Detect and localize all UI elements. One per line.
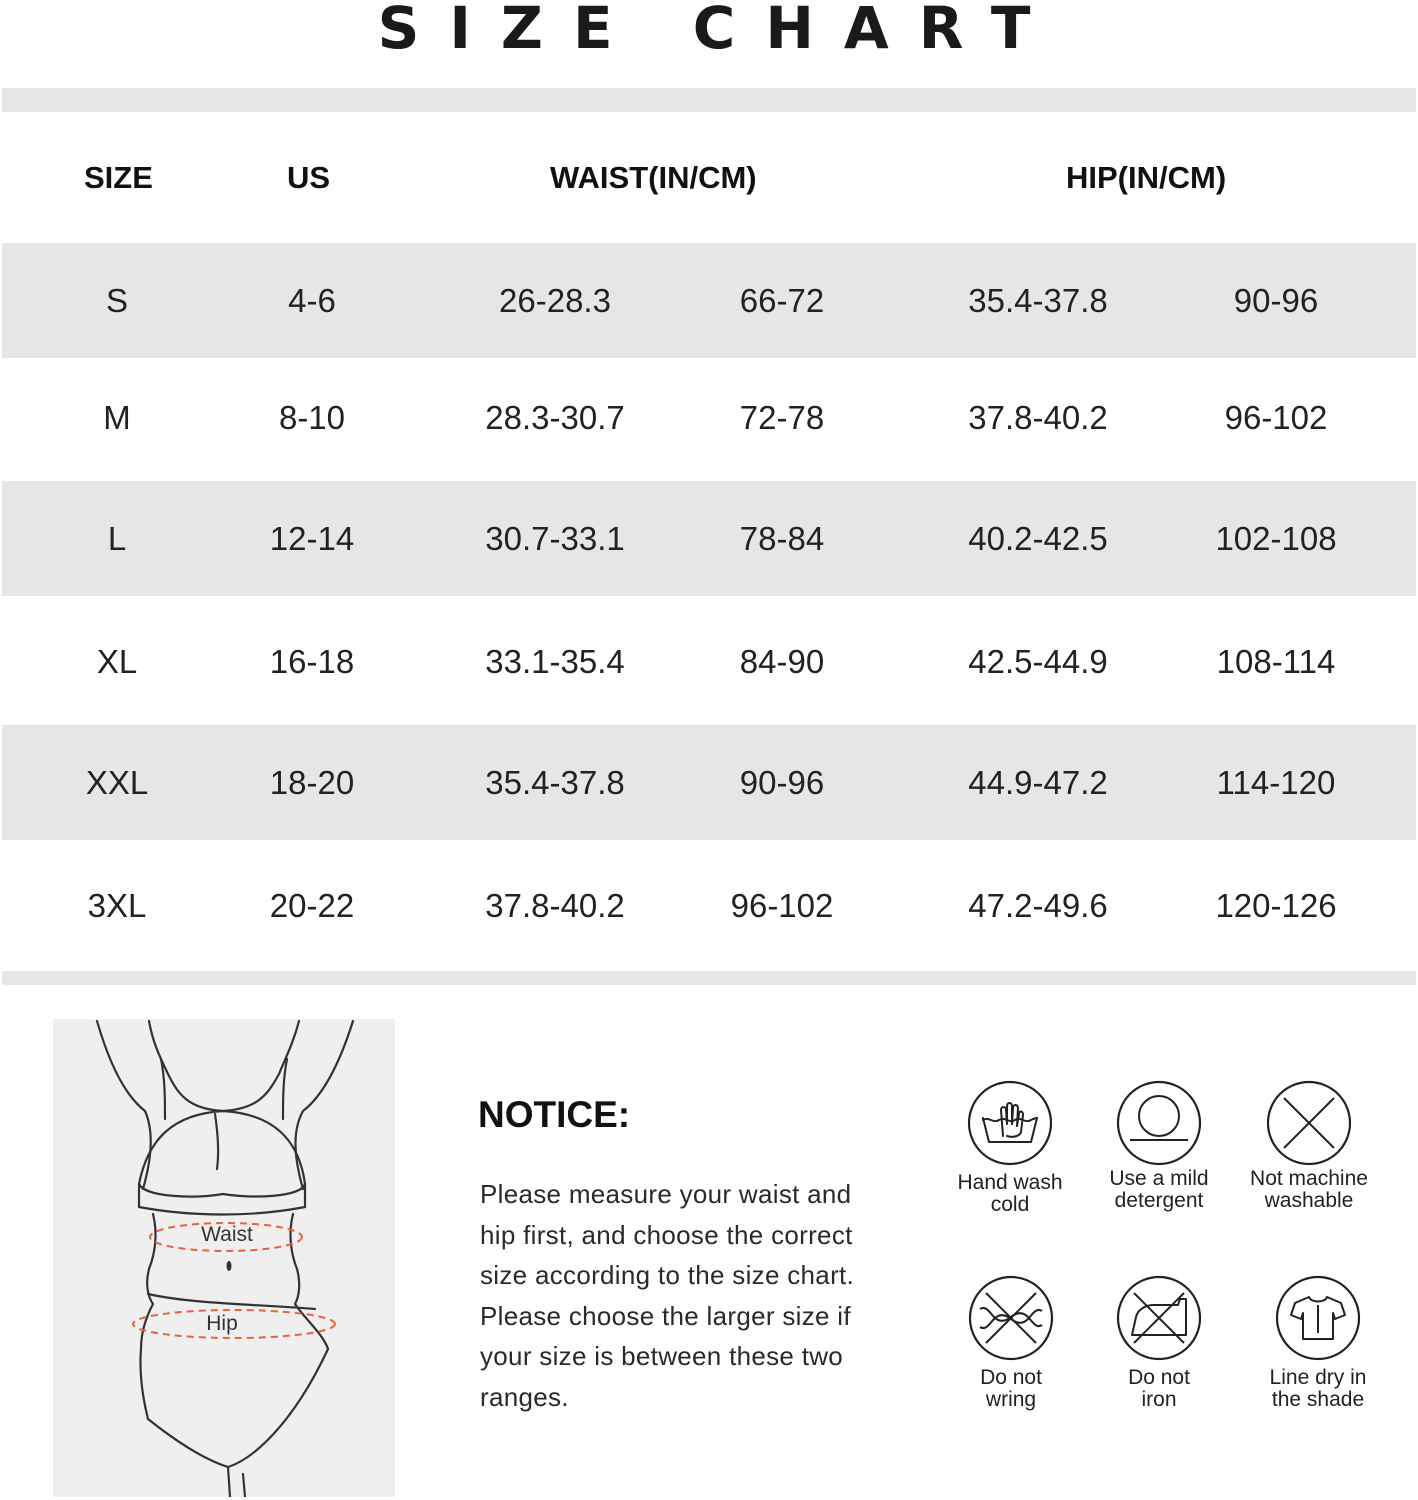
table-row xyxy=(2,725,1416,840)
cell-hip-in: 40.2-42.5 xyxy=(968,520,1108,557)
header-us: US xyxy=(287,160,331,195)
table-row xyxy=(2,243,1416,358)
cell-waist-cm: 72-78 xyxy=(739,399,825,436)
cell-size: XXL xyxy=(85,764,149,801)
header-hip: HIP(IN/CM) xyxy=(1066,160,1227,195)
cell-waist-in: 35.4-37.8 xyxy=(485,764,625,801)
mild-detergent-icon xyxy=(1116,1080,1202,1166)
cell-waist-in: 37.8-40.2 xyxy=(485,887,625,924)
cell-hip-in: 42.5-44.9 xyxy=(968,643,1108,680)
table-row xyxy=(2,848,1416,963)
line-dry-shade-icon xyxy=(1275,1275,1361,1361)
cell-waist-in: 33.1-35.4 xyxy=(485,643,625,680)
cell-us: 4-6 xyxy=(288,282,336,319)
cell-us: 18-20 xyxy=(269,764,355,801)
care-label-line2: cold xyxy=(990,1193,1030,1216)
cell-hip-cm: 114-120 xyxy=(1216,764,1336,801)
body-measurement-figure xyxy=(53,1019,395,1497)
cell-us: 8-10 xyxy=(278,399,346,436)
cell-hip-cm: 96-102 xyxy=(1224,399,1328,436)
cell-hip-cm: 90-96 xyxy=(1233,282,1319,319)
hip-label: Hip xyxy=(206,1312,238,1335)
care-item-no-iron xyxy=(1079,1275,1239,1411)
cell-waist-cm: 78-84 xyxy=(739,520,825,557)
cell-size: XL xyxy=(96,643,138,680)
no-iron-icon xyxy=(1116,1275,1202,1361)
care-label-line2: iron xyxy=(1141,1388,1177,1411)
header-waist: WAIST(IN/CM) xyxy=(550,160,757,195)
table-row xyxy=(2,360,1416,475)
cell-hip-cm: 120-126 xyxy=(1215,887,1337,924)
care-item-hand-wash xyxy=(930,1080,1090,1216)
care-label-line2: wring xyxy=(985,1388,1037,1411)
care-label-line1: Not machine xyxy=(1250,1167,1368,1190)
care-item-mild-detergent xyxy=(1079,1080,1239,1212)
notice-title: NOTICE: xyxy=(478,1094,631,1135)
cell-hip-in: 37.8-40.2 xyxy=(968,399,1108,436)
header-size: SIZE xyxy=(84,160,153,195)
care-item-line-dry-shade xyxy=(1238,1275,1398,1411)
care-label-line1: Do not xyxy=(1128,1366,1190,1389)
cell-us: 16-18 xyxy=(269,643,355,680)
bottom-divider-bar xyxy=(2,971,1416,985)
top-divider-bar xyxy=(2,88,1416,112)
cell-size: M xyxy=(103,399,131,436)
cell-hip-in: 35.4-37.8 xyxy=(968,282,1108,319)
cell-waist-cm: 96-102 xyxy=(730,887,834,924)
cell-hip-cm: 102-108 xyxy=(1215,520,1337,557)
cell-us: 12-14 xyxy=(269,520,355,557)
care-label-line1: Hand wash xyxy=(957,1171,1063,1194)
cell-waist-cm: 66-72 xyxy=(739,282,825,319)
waist-label: Waist xyxy=(201,1223,253,1246)
care-label-line2: the shade xyxy=(1271,1388,1365,1411)
no-wring-icon xyxy=(968,1275,1054,1361)
care-label-line2: detergent xyxy=(1114,1189,1204,1212)
care-item-no-machine-wash xyxy=(1229,1080,1389,1212)
notice-text: Please measure your waist and hip first, and choose the correct size according to the size chart. Please choose the larger size if your size is between these two ranges. xyxy=(480,1179,855,1412)
cell-waist-in: 26-28.3 xyxy=(499,282,611,319)
no-machine-wash-icon xyxy=(1266,1080,1352,1166)
care-label-line1: Do not xyxy=(980,1366,1042,1389)
table-row xyxy=(2,481,1416,596)
cell-size: S xyxy=(105,282,128,319)
cell-waist-in: 28.3-30.7 xyxy=(485,399,625,436)
cell-hip-cm: 108-114 xyxy=(1216,643,1336,680)
cell-waist-cm: 84-90 xyxy=(739,643,825,680)
cell-size: 3XL xyxy=(87,887,147,924)
care-label-line1: Line dry in xyxy=(1269,1366,1367,1389)
cell-us: 20-22 xyxy=(269,887,355,924)
care-item-no-wring xyxy=(931,1275,1091,1411)
cell-hip-in: 44.9-47.2 xyxy=(968,764,1108,801)
care-label-line2: washable xyxy=(1264,1189,1354,1212)
hand-wash-icon xyxy=(967,1080,1053,1166)
body-outline-icon xyxy=(53,1019,395,1497)
cell-waist-in: 30.7-33.1 xyxy=(485,520,625,557)
page-title: SIZE CHART xyxy=(377,0,1061,62)
care-label-line1: Use a mild xyxy=(1109,1167,1209,1190)
table-row xyxy=(2,604,1416,719)
cell-waist-cm: 90-96 xyxy=(739,764,825,801)
cell-size: L xyxy=(107,520,127,557)
cell-hip-in: 47.2-49.6 xyxy=(968,887,1108,924)
